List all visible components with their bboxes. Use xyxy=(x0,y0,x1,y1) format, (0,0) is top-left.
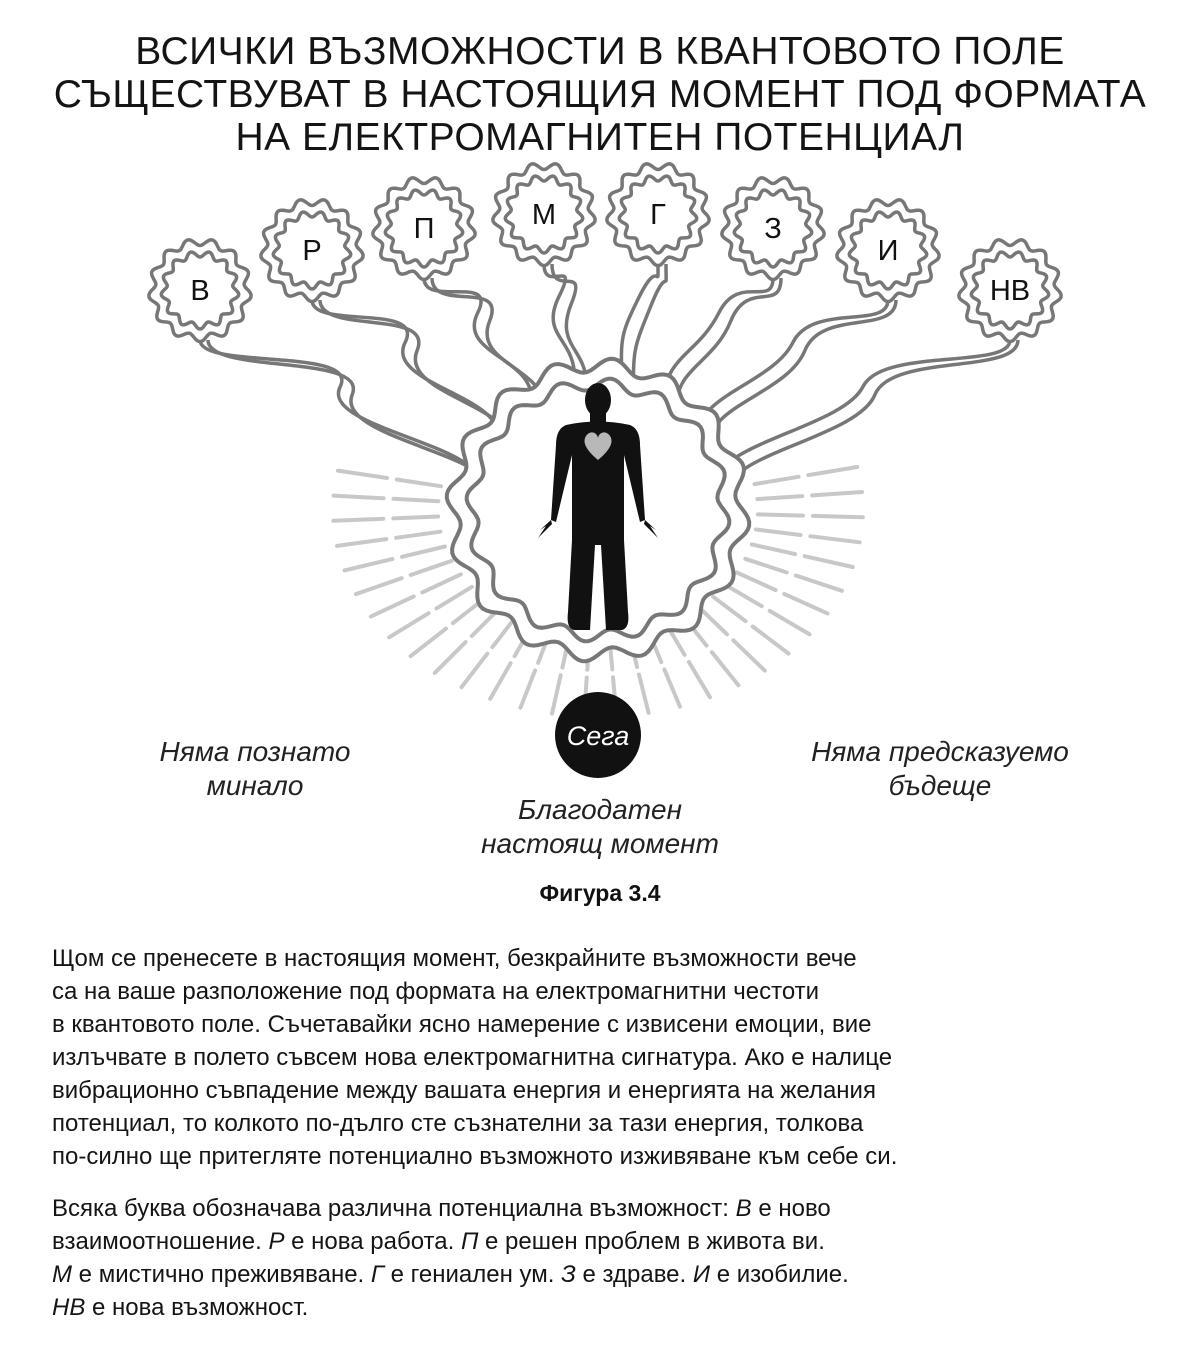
legend-desc-z: е здраве. xyxy=(582,1261,687,1288)
ray-dash xyxy=(437,587,472,609)
node-label: Р xyxy=(302,235,322,267)
possibility-node xyxy=(837,200,939,302)
ray-dash xyxy=(699,607,727,634)
paragraph-1-line: потенциал, то колкото по-дълго сте съзнателни за тази енергия, толкова xyxy=(52,1110,864,1137)
ray-dash xyxy=(712,652,739,685)
ray-dash xyxy=(753,627,789,654)
paragraph-1-line: Щом се пренесете в настоящия момент, безкрайните възможности вече xyxy=(52,945,857,972)
legend-line-4 xyxy=(52,1291,1162,1324)
legend-key-v: В xyxy=(735,1195,752,1222)
ray-dash xyxy=(552,675,561,713)
legend-desc-r: е нова работа. xyxy=(291,1228,455,1255)
possibility-node xyxy=(373,178,475,280)
branch-line xyxy=(208,340,492,492)
legend-desc-m: е мистично преживяване. xyxy=(78,1261,365,1288)
ray-dash xyxy=(345,559,393,570)
ray-dash xyxy=(334,496,384,499)
legend-key-m: М xyxy=(52,1261,72,1288)
ray-dash xyxy=(371,596,414,616)
ray-dash xyxy=(752,544,795,554)
ray-dash xyxy=(356,578,402,594)
possibility-node xyxy=(722,178,824,280)
ray-dash xyxy=(784,594,827,614)
ray-dash xyxy=(813,516,863,517)
legend-desc-i: е изобилие. xyxy=(716,1261,849,1288)
ray-dash xyxy=(758,514,803,515)
ray-dash xyxy=(808,467,857,475)
ray-dash xyxy=(337,539,386,546)
legend-key-nv: НВ xyxy=(52,1294,86,1321)
ray-dash xyxy=(333,519,383,521)
past-caption-line-2: минало xyxy=(206,770,304,801)
paragraph-1-line: в квантовото поле. Съчетавайки ясно намерение с извисени емоции, вие xyxy=(52,1011,872,1038)
past-caption-line-1: Няма познато xyxy=(159,736,351,767)
figure-label: Фигура 3.4 xyxy=(539,880,661,906)
ray-dash xyxy=(796,576,842,591)
legend-key-p: П xyxy=(460,1228,479,1255)
legend-desc-p: е решен проблем в живота ви. xyxy=(485,1228,825,1255)
ray-dash xyxy=(689,662,710,697)
future-caption-line-1: Няма предсказуемо xyxy=(811,736,1069,767)
legend-line-1 xyxy=(52,1192,1162,1225)
possibility-nodes xyxy=(149,164,1061,342)
legend-desc-v: е ново xyxy=(758,1195,831,1222)
node-label: З xyxy=(764,213,782,245)
legend-key-z: З xyxy=(561,1261,576,1288)
ray-dash xyxy=(393,517,438,519)
now-label: Сега xyxy=(566,721,630,751)
ray-dash xyxy=(756,530,801,536)
node-label: Г xyxy=(650,199,666,231)
branch-line xyxy=(312,300,498,435)
future-caption xyxy=(770,735,1110,803)
possibility-node xyxy=(959,240,1061,342)
ray-dash xyxy=(490,663,510,699)
node-label: В xyxy=(190,275,210,307)
paragraph-1-line: са на ваше разположение под формата на електромагнитни честоти xyxy=(52,978,820,1005)
ray-dash xyxy=(411,561,452,575)
branch-line xyxy=(200,340,480,484)
branch-line xyxy=(728,340,1018,492)
present-caption xyxy=(440,793,760,861)
ray-dash xyxy=(639,675,649,713)
figure-title xyxy=(0,30,1200,159)
ray-dash xyxy=(338,471,387,478)
possibility-node xyxy=(607,164,709,266)
possibility-node xyxy=(149,240,251,342)
branch-line xyxy=(621,264,658,378)
paragraph-1-line: излъчвате в полето съвсем нова електромагнитна сигнатура. Ако е налице xyxy=(52,1044,893,1071)
ray-dash xyxy=(812,492,862,495)
ray-dash xyxy=(726,585,762,606)
future-caption-line-2: бъдеще xyxy=(888,770,992,801)
possibility-node xyxy=(261,200,363,302)
legend-key-r: Р xyxy=(268,1228,285,1255)
paragraph-1 xyxy=(52,942,1162,1173)
ray-dash xyxy=(745,559,786,573)
ray-dash xyxy=(805,556,853,567)
present-caption-line-1: Благодатен xyxy=(517,794,682,825)
past-caption xyxy=(120,735,390,803)
possibility-node xyxy=(493,164,595,266)
legend-desc-v-cont: взаимоотношение. xyxy=(52,1228,262,1255)
node-label: И xyxy=(877,235,899,267)
legend-line-3 xyxy=(52,1258,1162,1291)
ray-dash xyxy=(394,499,439,502)
legend-desc-g: е гениален ум. xyxy=(390,1261,555,1288)
branch-line xyxy=(710,300,896,443)
ray-dash xyxy=(733,640,765,670)
ray-dash xyxy=(770,611,810,635)
legend-key-i: И xyxy=(692,1261,711,1288)
quantum-field-diagram xyxy=(0,160,1200,800)
title-line-2: СЪЩЕСТВУВАТ В НАСТОЯЩИЯ МОМЕНТ ПОД ФОРМАТА xyxy=(53,73,1147,116)
ray-dash xyxy=(435,642,466,673)
branch-line xyxy=(633,264,666,386)
legend-desc-nv: е нова възможност. xyxy=(92,1294,309,1321)
paragraph-1-line: вибрационно съвпадение между вашата енергия и енергията на желания xyxy=(52,1077,876,1104)
branch-line xyxy=(424,278,531,398)
ray-dash xyxy=(389,613,428,637)
ray-dash xyxy=(664,670,680,707)
ray-dash xyxy=(402,547,445,557)
ray-dash xyxy=(755,477,799,484)
branch-line xyxy=(432,278,543,406)
ray-dash xyxy=(737,572,776,590)
ray-dash xyxy=(757,496,802,499)
legend-line-2 xyxy=(52,1225,1162,1258)
paragraph-1-line: по-силно ще притегляте потенциално възможното изживяване към себе си. xyxy=(52,1143,898,1170)
ray-dash xyxy=(810,536,859,542)
title-line-3: НА ЕЛЕКТРОМАГНИТЕН ПОТЕНЦИАЛ xyxy=(235,116,965,159)
present-caption-line-2: настоящ момент xyxy=(481,828,719,859)
ray-dash xyxy=(422,574,461,592)
legend-intro: Всяка буква обозначава различна потенциална възможност: xyxy=(52,1195,729,1222)
paragraph-2-legend xyxy=(52,1192,1162,1324)
ray-dash xyxy=(411,629,446,657)
node-label: М xyxy=(531,199,557,231)
node-label: НВ xyxy=(989,275,1031,307)
ray-dash xyxy=(462,654,488,688)
title-line-1: ВСИЧКИ ВЪЗМОЖНОСТИ В КВАНТОВОТО ПОЛЕ xyxy=(135,30,1065,73)
ray-dash xyxy=(397,480,441,487)
legend-key-g: Г xyxy=(370,1261,384,1288)
ray-dash xyxy=(521,670,536,707)
ray-dash xyxy=(713,597,745,621)
ray-dash xyxy=(396,532,440,538)
node-label: П xyxy=(413,213,435,245)
